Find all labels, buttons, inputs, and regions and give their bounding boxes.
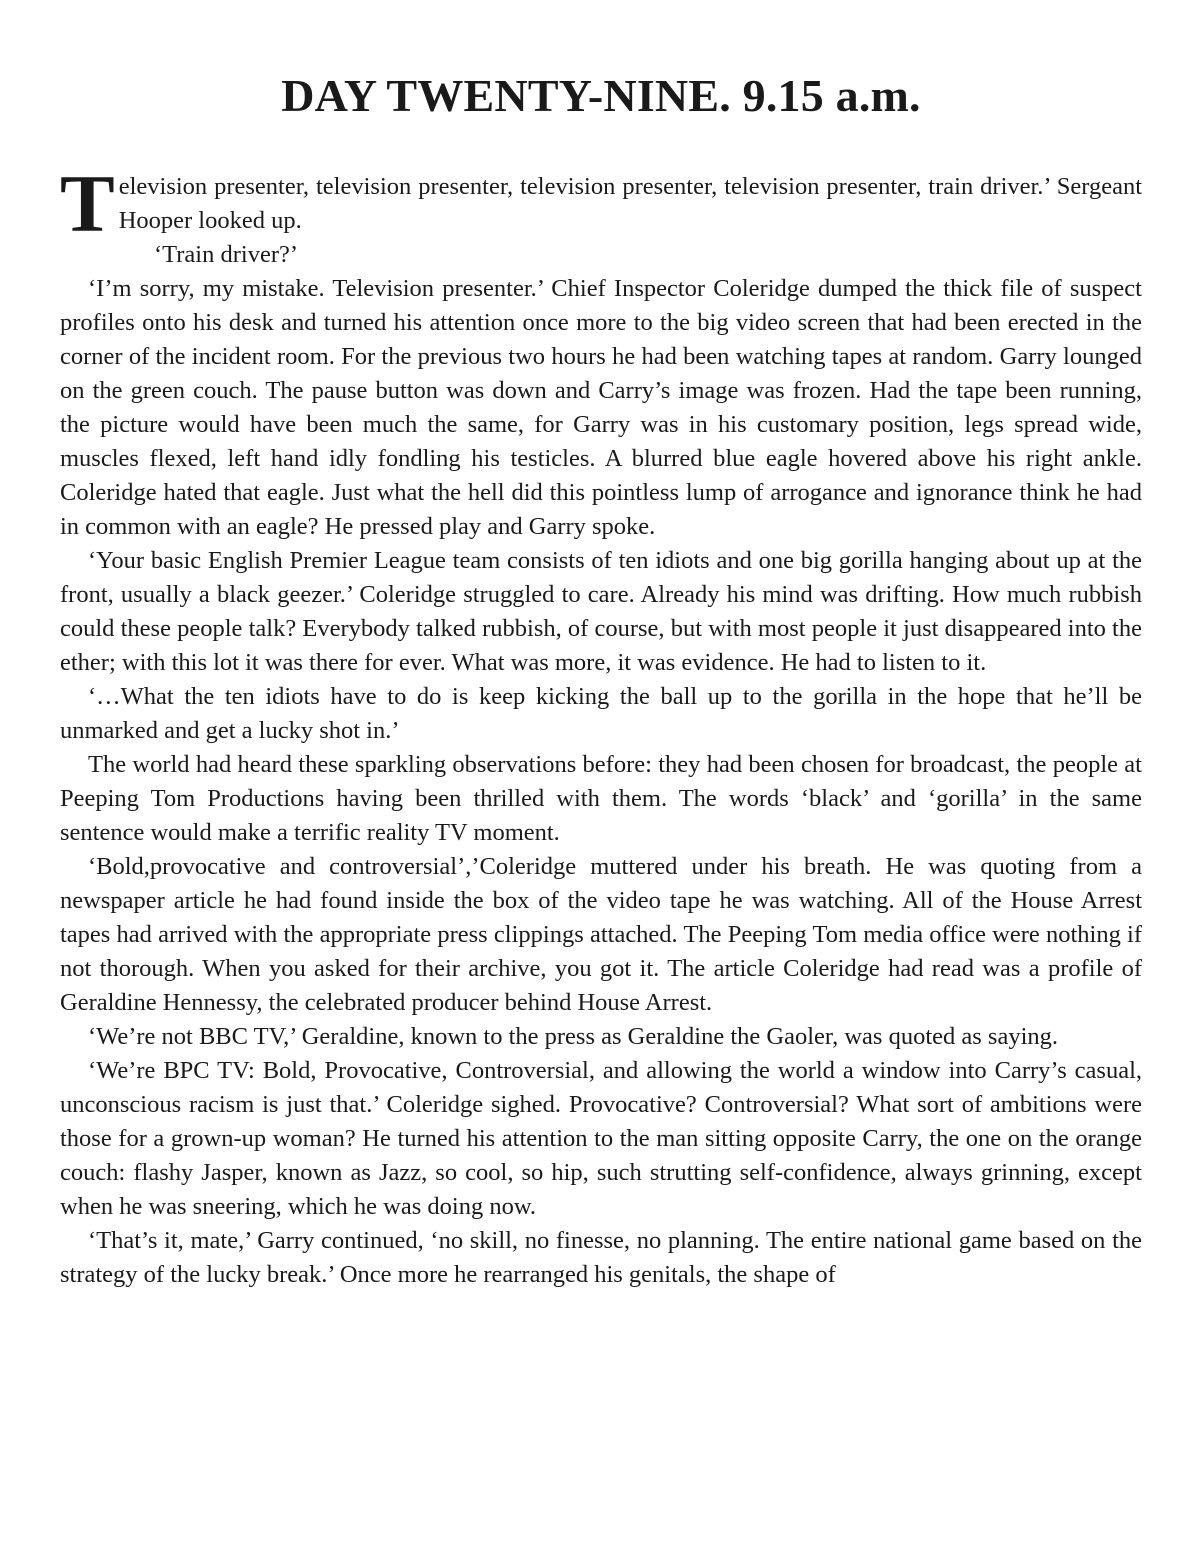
book-page: [60, 0, 1142, 1292]
paragraph-ten-idiots: ‘…What the ten idiots have to do is keep kicking the ball up to the gorilla in the hope that he’ll be unmarked and get a lucky shot in.’: [60, 683, 1142, 744]
paragraph-opening-text: elevision presenter, television presenter, television presenter, television presenter, train driver.’ Sergeant Hooper looked up.: [118, 173, 1142, 234]
paragraph-premier-league: ‘Your basic English Premier League team consists of ten idiots and one big gorilla hanging about up at the front, usually a black geezer.’ Coleridge struggled to care. Already his mind was drifting. How much rubbish could these people talk? Everybody talked rubbish, of course, but with most people it just disappeared into the ether; with this lot it was there for ever. What was more, it was evidence. He had to listen to it.: [60, 547, 1142, 676]
paragraph-bpc-tv: ‘We’re BPC TV: Bold, Provocative, Controversial, and allowing the world a window into Carry’s casual, unconscious racism is just that.’ Coleridge sighed. Provocative? Controversial? What sort of ambitions were those for a grown-up woman? He turned his attention to the man sitting opposite Carry, the one on the orange couch: flashy Jasper, known as Jazz, so cool, so hip, such strutting self-confidence, always grinning, except when he was sneering, which he was doing now.: [60, 1057, 1142, 1220]
drop-cap-letter: T: [60, 158, 115, 249]
paragraph-train-driver: ‘Train driver?’: [154, 241, 299, 268]
chapter-title: DAY TWENTY-NINE. 9.15 a.m.: [281, 70, 921, 121]
body-text: [60, 158, 1142, 1292]
paragraph-not-bbc: ‘We’re not BBC TV,’ Geraldine, known to the press as Geraldine the Gaoler, was quoted as saying.: [88, 1023, 1058, 1050]
paragraph-coleridge-tapes: ‘I’m sorry, my mistake. Television presenter.’ Chief Inspector Coleridge dumped the thick file of suspect profiles onto his desk and turned his attention once more to the big video screen that had been erected in the corner of the incident room. For the previous two hours he had been watching tapes at random. Garry lounged on the green couch. The pause button was down and Carry’s image was frozen. Had the tape been running, the picture would have been much the same, for Garry was in his customary position, legs spread wide, muscles flexed, left hand idly fondling his testicles. A blurred blue eagle hovered above his right ankle. Coleridge hated that eagle. Just what the hell did this pointless lump of arrogance and ignorance think he had in common with an eagle? He pressed play and Garry spoke.: [60, 275, 1142, 540]
paragraph-bold-provocative: ‘Bold,provocative and controversial’,’Coleridge muttered under his breath. He was quoting from a newspaper article he had found inside the box of the video tape he was watching. All of the House Arrest tapes had arrived with the appropriate press clippings attached. The Peeping Tom media office were nothing if not thorough. When you asked for their archive, you got it. The article Coleridge had read was a profile of Geraldine Hennessy, the celebrated producer behind House Arrest.: [60, 853, 1142, 1016]
paragraph-opening: [60, 158, 1142, 249]
paragraph-broadcast: The world had heard these sparkling observations before: they had been chosen for broadcast, the people at Peeping Tom Productions having been thrilled with them. The words ‘black’ and ‘gorilla’ in the same sentence would make a terrific reality TV moment.: [60, 751, 1142, 846]
paragraph-lucky-break: ‘That’s it, mate,’ Garry continued, ‘no skill, no finesse, no planning. The entire national game based on the strategy of the lucky break.’ Once more he rearranged his genitals, the shape of: [60, 1227, 1142, 1288]
